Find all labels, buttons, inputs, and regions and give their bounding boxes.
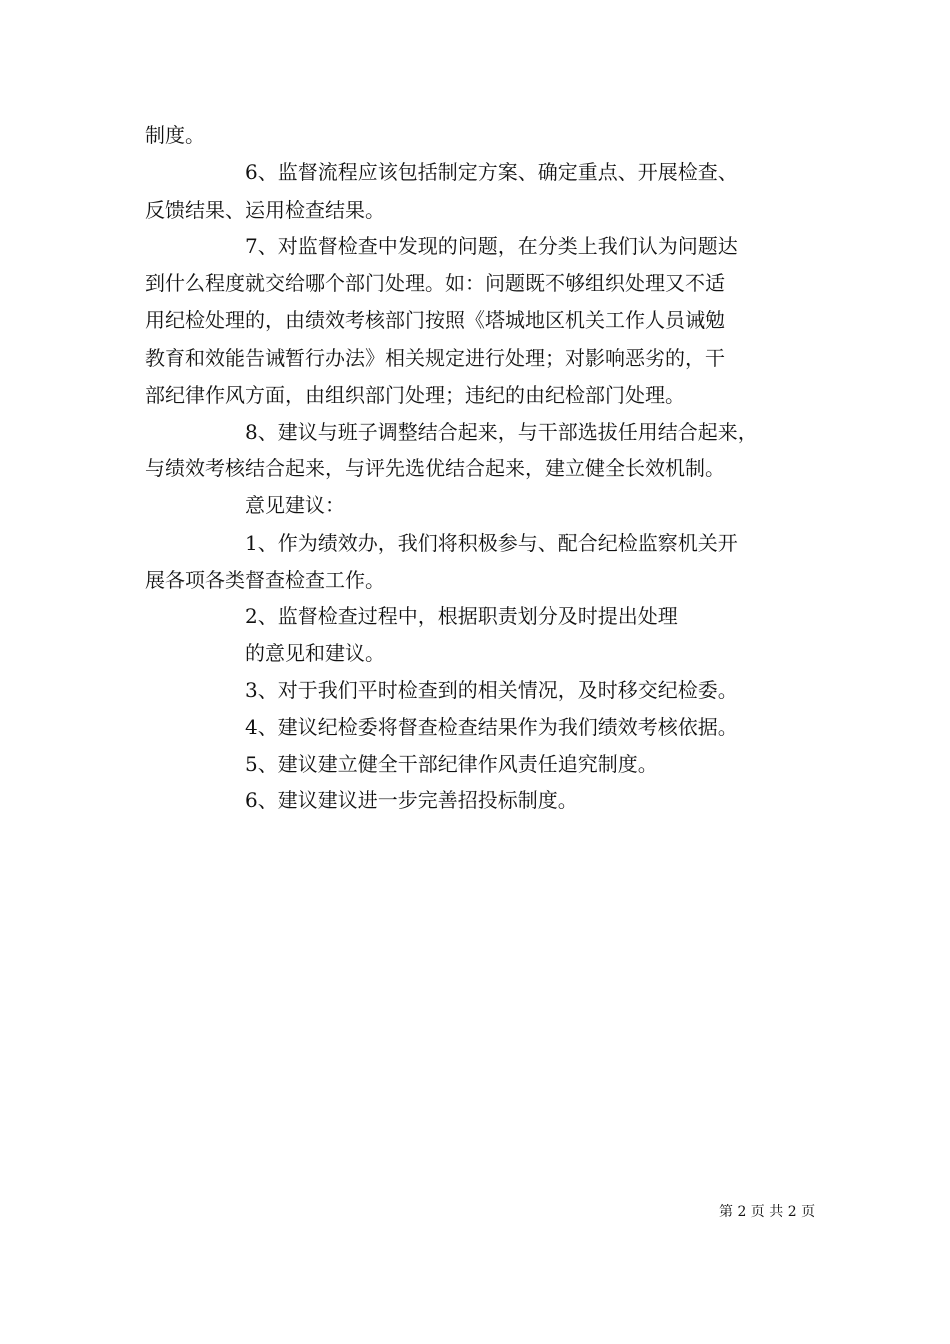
paragraph-line: 7、对监督检查中发现的问题，在分类上我们认为问题达 xyxy=(245,234,738,258)
paragraph-line: 制度。 xyxy=(145,123,205,147)
paragraph-line: 6、监督流程应该包括制定方案、确定重点、开展检查、 xyxy=(245,160,738,184)
page-number-footer: 第 2 页 共 2 页 xyxy=(719,1204,816,1220)
paragraph-line: 8、建议与班子调整结合起来，与干部选拔任用结合起来， xyxy=(245,420,758,444)
paragraph-line: 1、作为绩效办，我们将积极参与、配合纪检监察机关开 xyxy=(245,531,738,555)
paragraph-line: 与绩效考核结合起来，与评先选优结合起来，建立健全长效机制。 xyxy=(145,456,725,480)
paragraph-line: 5、建议建立健全干部纪律作风责任追究制度。 xyxy=(245,752,658,776)
paragraph-line: 教育和效能告诫暂行办法》相关规定进行处理；对影响恶劣的，干 xyxy=(145,346,725,370)
paragraph-line: 4、建议纪检委将督查检查结果作为我们绩效考核依据。 xyxy=(245,715,738,739)
section-heading: 意见建议： xyxy=(245,493,345,517)
paragraph-line: 3、对于我们平时检查到的相关情况，及时移交纪检委。 xyxy=(245,678,738,702)
paragraph-line: 2、监督检查过程中，根据职责划分及时提出处理 xyxy=(245,604,678,628)
paragraph-line: 展各项各类督查检查工作。 xyxy=(145,568,385,592)
paragraph-line: 到什么程度就交给哪个部门处理。如：问题既不够组织处理又不适 xyxy=(145,271,725,295)
paragraph-line: 的意见和建议。 xyxy=(245,641,385,665)
paragraph-line: 6、建议建议进一步完善招投标制度。 xyxy=(245,788,578,812)
paragraph-line: 用纪检处理的，由绩效考核部门按照《塔城地区机关工作人员诫勉 xyxy=(145,308,725,332)
paragraph-line: 反馈结果、运用检查结果。 xyxy=(145,198,385,222)
paragraph-line: 部纪律作风方面，由组织部门处理；违纪的由纪检部门处理。 xyxy=(145,383,685,407)
